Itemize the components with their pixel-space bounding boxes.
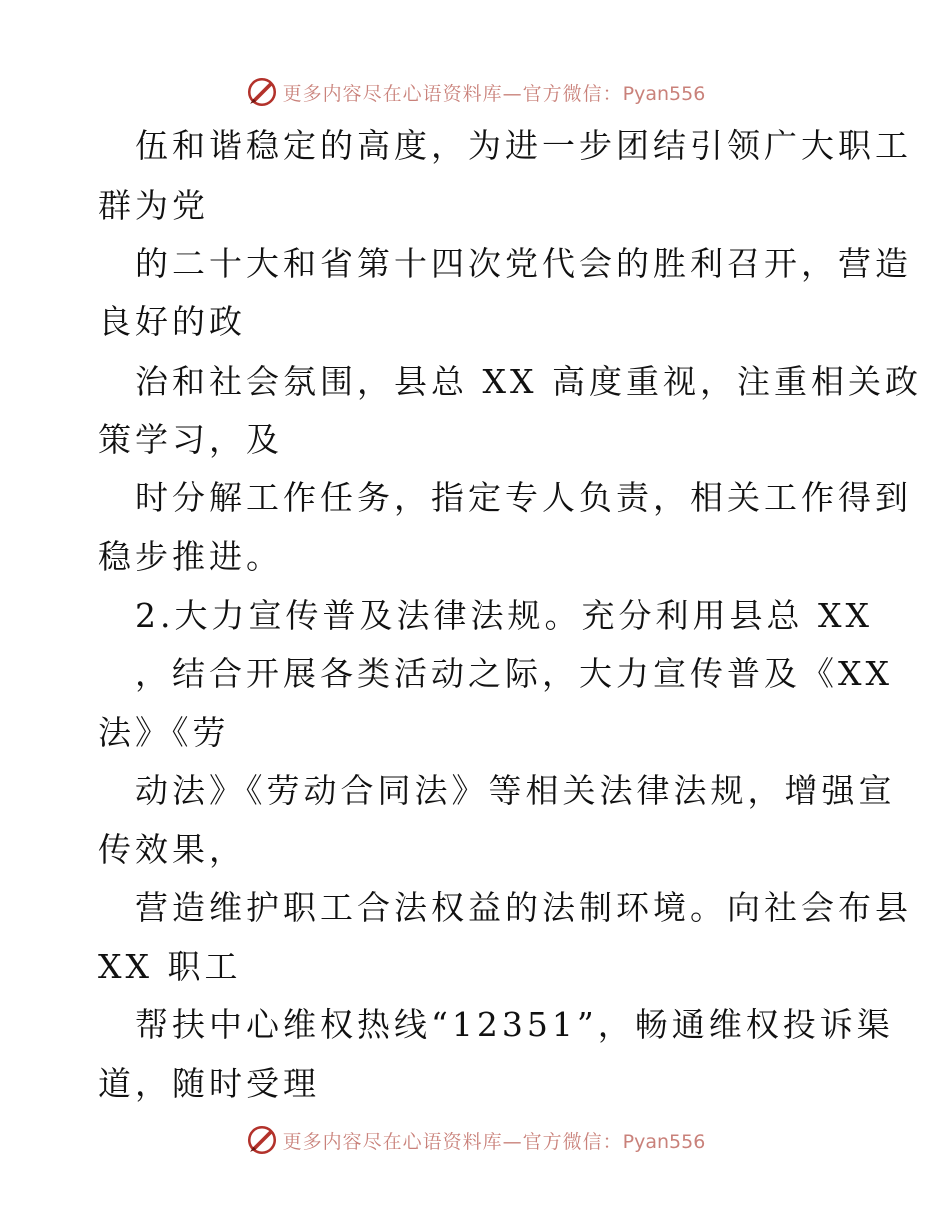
paragraph-line: 动法》《劳动合同法》等相关法律法规，增强宣	[135, 771, 896, 810]
paragraph-line: 伍和谐稳定的高度，为进一步团结引领广大职工	[135, 126, 912, 165]
paragraph-line: 群为党	[98, 186, 209, 225]
paragraph-line: 稳步推进。	[98, 537, 283, 576]
footer-watermark	[0, 1120, 950, 1160]
paragraph-line: XX 职工	[98, 947, 242, 986]
paragraph-line: 治和社会氛围，县总 XX 高度重视，注重相关政	[135, 362, 922, 401]
paragraph-line: 2.大力宣传普及法律法规。充分利用县总 XX	[135, 596, 873, 635]
quill-pen-logo-icon	[245, 1123, 279, 1157]
paragraph-line: 良好的政	[98, 302, 246, 341]
paragraph-line: 传效果，	[98, 830, 246, 869]
watermark-text: 更多内容尽在心语资料库—官方微信：Pyan556	[282, 1130, 706, 1153]
paragraph-line: 的二十大和省第十四次党代会的胜利召开，营造	[135, 244, 912, 283]
paragraph-line: 法》《劳	[98, 713, 230, 752]
paragraph-line: 道，随时受理	[98, 1064, 320, 1103]
paragraph-line: 营造维护职工合法权益的法制环境。向社会布县	[135, 888, 912, 927]
paragraph-line: 时分解工作任务，指定专人负责，相关工作得到	[135, 478, 912, 517]
watermark-text: 更多内容尽在心语资料库—官方微信：Pyan556	[282, 82, 706, 105]
paragraph-line: 帮扶中心维权热线“12351”，畅通维权投诉渠	[135, 1005, 894, 1044]
paragraph-line: 策学习，及	[98, 420, 283, 459]
paragraph-line: ，结合开展各类活动之际，大力宣传普及《XX	[135, 654, 893, 693]
